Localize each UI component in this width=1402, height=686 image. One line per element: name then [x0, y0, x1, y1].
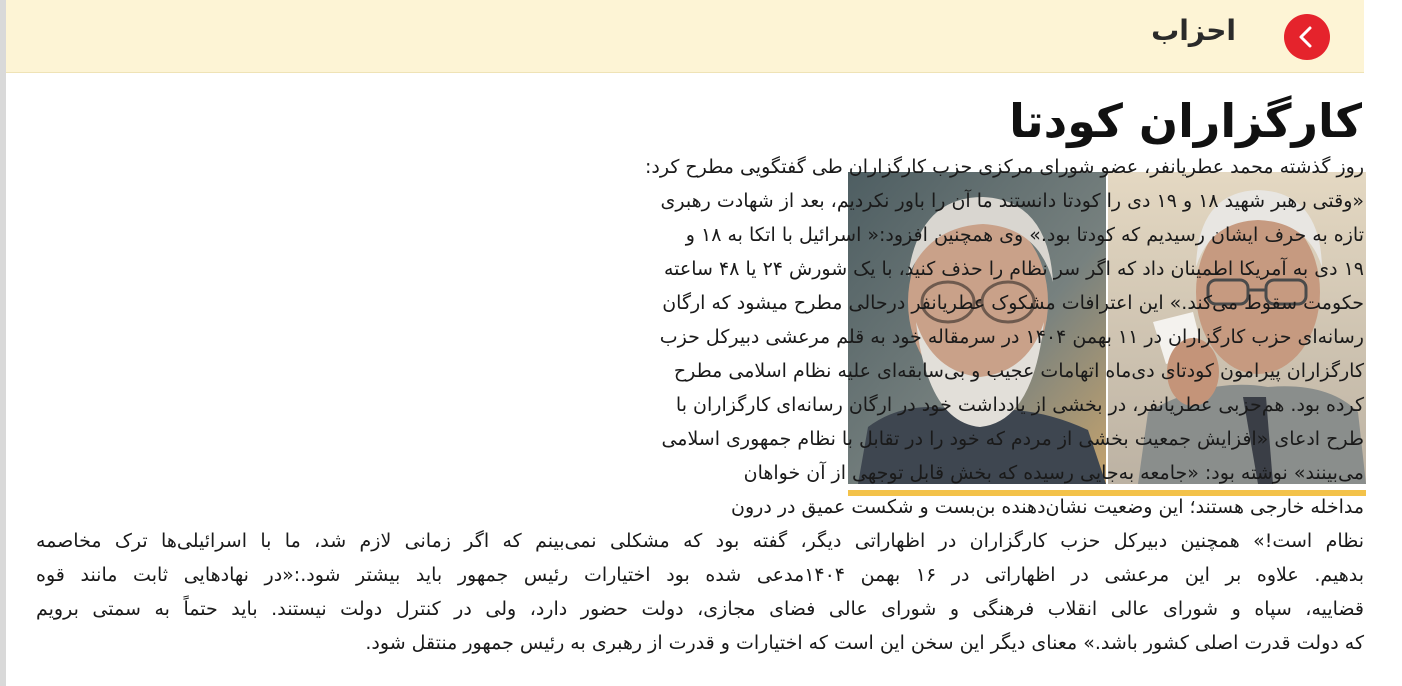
body-line: کرده بود. هم‌حزبی عطریانفر، در بخشی از یادداشت خود در ارگان رسانه‌ای کارگزاران با: [675, 394, 1364, 416]
section-header: [6, 0, 1364, 73]
body-line: که دولت قدرت اصلی کشور باشد.» معنای دیگر این سخن این است که اختیارات و قدرت از رهبری به رئیس جمهور منتقل شود.: [365, 632, 1364, 654]
body-line: کارگزاران پیرامون کودتای دی‌ماه اتهامات عجیب و بی‌سابقه‌ای علیه نظام اسلامی مطرح: [673, 360, 1364, 382]
back-button[interactable]: [1284, 14, 1330, 60]
body-line: طرح ادعای «افزایش جمعیت بخشی از مردم که خود را در تقابل با نظام جمهوری اسلامی: [661, 428, 1364, 450]
body-line: مداخله خارجی هستند؛ این وضعیت نشان‌دهنده بن‌بست و شکست عمیق در درون: [731, 496, 1364, 518]
article-body: [36, 150, 1364, 660]
body-line: می‌بینند» نوشته بود: «جامعه به‌جایی رسیده که بخش قابل توجهی از آن خواهان: [743, 462, 1364, 484]
body-line: قضاییه، سپاه و شورای عالی انقلاب فرهنگی و شورای عالی فضای مجازی، دولت حضور دارد، ولی در کنترل دولت نیستند. باید حتماً به سمتی برویم: [36, 598, 1364, 620]
section-title: احزاب: [1151, 14, 1236, 47]
body-line: روز گذشته محمد عطریانفر، عضو شورای مرکزی حزب کارگزاران طی گفتگویی مطرح کرد:: [644, 156, 1364, 178]
body-line: بدهیم. علاوه بر این مرعشی در اظهاراتی در ۱۶ بهمن ۱۴۰۴مدعی شده بود اختیارات رئیس جمهور باید بیشتر شود.:«در نهادهایی ثابت مانند قوه: [36, 564, 1365, 586]
chevron-left-icon: [1284, 14, 1330, 60]
body-line: رسانه‌ای حزب کارگزاران در ۱۱ بهمن ۱۴۰۴ در سرمقاله خود به قلم مرعشی دبیرکل حزب: [659, 326, 1364, 348]
body-line: «وقتی رهبر شهید ۱۸ و ۱۹ دی را کودتا دانستند ما آن را باور نکردیم، بعد از شهادت رهبری: [660, 190, 1364, 212]
article-headline: کارگزاران کودتا: [1009, 94, 1362, 148]
body-line: ۱۹ دی به آمریکا اطمینان داد که اگر سر نظام را حذف کنید، با یک شورش ۲۴ یا ۴۸ ساعته: [663, 258, 1364, 280]
body-line: نظام است!» همچنین دبیرکل حزب کارگزاران در اظهاراتی دیگر، گفته بود که مشکلی نمی‌بینم که اگر زمانی لازم شد، ما با اسرائیلی‌ها ترک مخاصمه: [36, 530, 1364, 552]
body-line: تازه به حرف ایشان رسیدیم که کودتا بود.» وی همچنین افزود:« اسرائیل با اتکا به ۱۸ و: [685, 224, 1364, 246]
body-line: حکومت سقوط می‌کند.» این اعترافات مشکوک عطریانفر درحالی مطرح میشود که ارگان: [662, 292, 1364, 314]
page-edge: [0, 0, 6, 686]
